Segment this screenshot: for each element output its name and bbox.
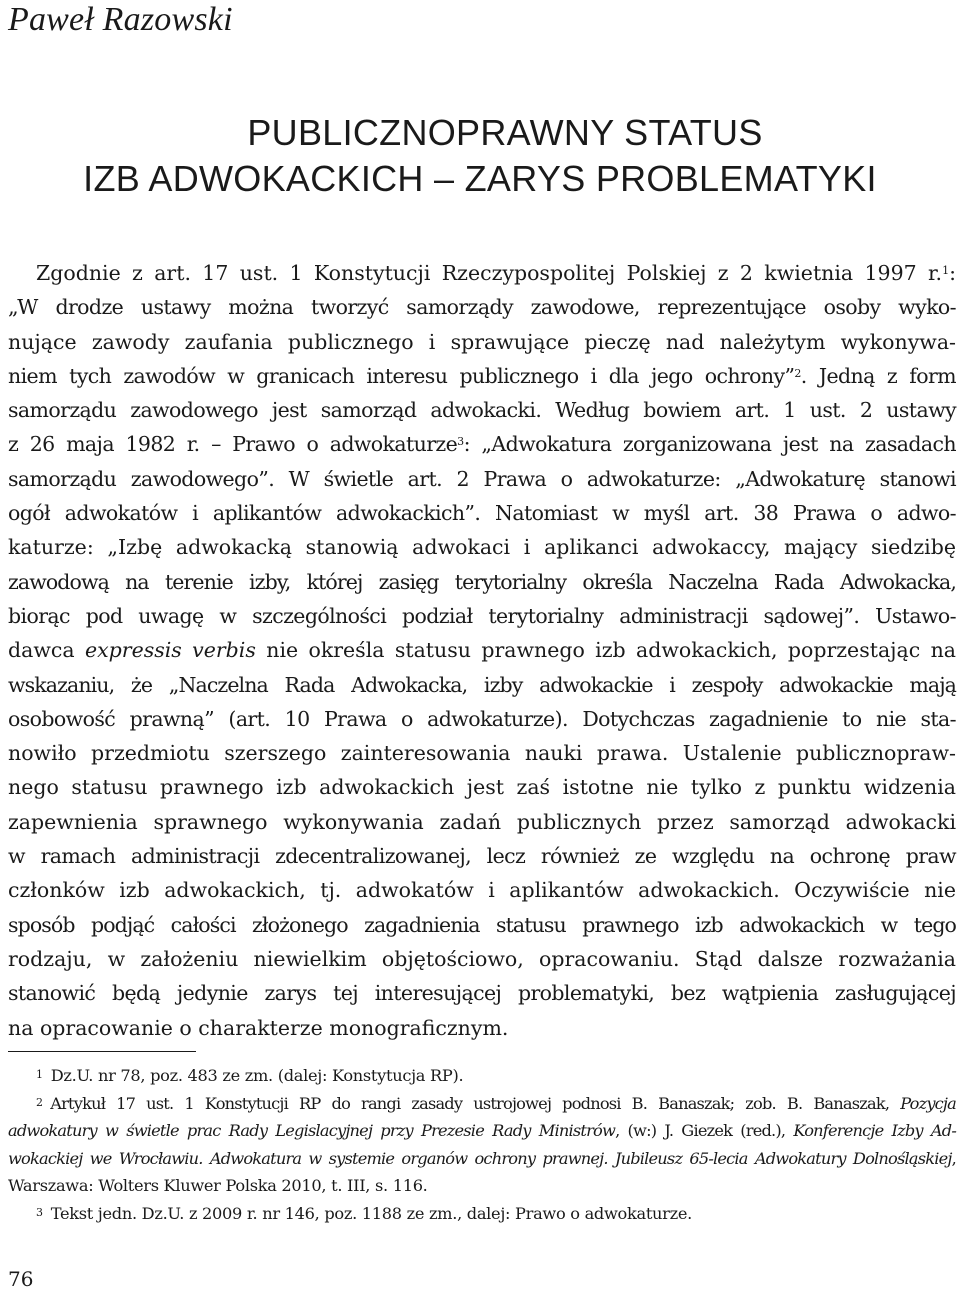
body-line: członków izb adwokackich, tj. adwokatów i aplikantów adwokackich. Oczywiście nie — [8, 878, 956, 903]
body-line: „W drodze ustawy można tworzyć samorządy zawodowe, reprezentujące osoby wyko- — [8, 295, 956, 320]
author-name: Paweł Razowski — [8, 1, 233, 38]
italic-phrase: expressis verbis — [84, 638, 256, 663]
body-line: rodzaju, w założeniu niewielkim objętościowo, opracowaniu. Stąd dalsze rozważania — [8, 946, 956, 971]
body-line: zawodową na terenie izby, której zasięg terytorialny określa Naczelna Rada Adwokacka, — [8, 569, 956, 594]
body-text-run: Zgodnie z art. 17 ust. 1 Konstytucji Rzeczypospolitej Polskiej z 2 kwietnia 1997 r. — [36, 261, 943, 285]
body-text-run: dawca — [8, 638, 85, 663]
body-text-run: : — [949, 261, 956, 285]
footnote-italic: Konferencje Izby Ad- — [793, 1121, 956, 1140]
article-title — [0, 110, 960, 202]
footnote-2-line — [8, 1117, 956, 1145]
body-paragraph — [8, 256, 956, 1045]
footnote-ref-3[interactable]: 3 — [457, 435, 464, 449]
body-line: biorąc pod uwagę w szczególności podział terytorialny administracji sądowej”. Ustawo- — [8, 603, 956, 628]
body-line — [8, 427, 956, 461]
footnote-italic: Pozycja — [900, 1093, 956, 1113]
footnotes — [8, 1062, 956, 1227]
body-text-run: . Jedną z form — [800, 363, 956, 388]
footnote-number: 1 — [36, 1068, 43, 1081]
body-line — [8, 359, 956, 393]
footnote-italic: adwokatury w świetle prac Rady Legislacyjnej przy Prezesie Rady Ministrów — [8, 1121, 616, 1140]
footnote-2-line — [8, 1145, 956, 1173]
footnote-ref-1[interactable]: 1 — [942, 264, 950, 277]
body-text-run: nie określa statusu prawnego izb adwokackich, poprzestając na — [255, 638, 957, 663]
footnote-text: Tekst jedn. Dz.U. z 2009 r. nr 146, poz. 1188 ze zm., dalej: Prawo o adwokaturze. — [50, 1203, 692, 1223]
footnote-3 — [8, 1200, 956, 1228]
footnote-ref-2[interactable]: 2 — [794, 366, 801, 380]
body-line: na opracowanie o charakterze monograficznym. — [8, 1015, 509, 1040]
body-line: sposób podjąć całości złożonego zagadnienia statusu prawnego izb adwokackich w tego — [8, 912, 956, 937]
body-text-run: : „Adwokatura zorganizowana jest na zasadach — [463, 432, 956, 457]
body-line: wskazaniu, że „Naczelna Rada Adwokacka, izby adwokackie i zespoły adwokackie mają — [8, 672, 956, 697]
body-line — [8, 633, 956, 667]
footnote-2-line: Warszawa: Wolters Kluwer Polska 2010, t. III, s. 116. — [8, 1176, 428, 1195]
title-line-2: IZB ADWOKACKICH – ZARYS PROBLEMATYKI — [83, 158, 877, 199]
body-line: osobowość prawną” (art. 10 Prawa o adwokaturze). Dotychczas zagadnienie to nie sta- — [8, 706, 956, 731]
footnote-number: 3 — [36, 1205, 43, 1219]
footnote-text: , (w:) J. Giezek (red.), — [615, 1121, 794, 1140]
body-line: samorządu zawodowego jest samorząd adwokacki. Według bowiem art. 1 ust. 2 ustawy — [8, 398, 956, 423]
title-line-1: PUBLICZNOPRAWNY STATUS — [247, 112, 763, 153]
footnote-italic: wokackiej we Wrocławiu. Adwokatura w systemie organów ochrony prawnej. Jubileusz 65-lecia Adwokatury Dolnośląskiej — [8, 1148, 952, 1168]
footnote-text: Artykuł 17 ust. 1 Konstytucji RP do rangi zasady ustrojowej podnosi B. Banaszak; zob. B. Banaszak, — [50, 1093, 901, 1113]
body-line: nujące zawody zaufania publicznego i sprawujące pieczę nad należytym wykonywa- — [8, 329, 956, 354]
footnote-number: 2 — [36, 1095, 43, 1109]
body-line: w ramach administracji zdecentralizowanej, lecz również ze względu na ochronę praw — [8, 844, 956, 869]
body-line: ogół adwokatów i aplikantów adwokackich”. Natomiast w myśl art. 38 Prawa o adwo- — [8, 501, 956, 526]
page-number: 76 — [8, 1267, 34, 1291]
body-line: nego statusu prawnego izb adwokackich jest zaś istotne nie tylko z punktu widzenia — [8, 775, 956, 800]
body-text-run: z 26 maja 1982 r. – Prawo o adwokaturze — [8, 432, 458, 457]
footnote-separator — [8, 1051, 196, 1052]
footnote-1 — [8, 1062, 956, 1090]
body-line — [8, 256, 956, 290]
footnote-2 — [8, 1090, 956, 1118]
footnote-text: Dz.U. nr 78, poz. 483 ze zm. (dalej: Konstytucja RP). — [50, 1066, 464, 1085]
body-line: samorządu zawodowego”. W świetle art. 2 Prawa o adwokaturze: „Adwokaturę stanowi — [8, 466, 956, 491]
body-line: nowiło przedmiotu szerszego zainteresowania nauki prawa. Ustalenie publicznopraw- — [8, 741, 956, 766]
body-line: katurze: „Izbę adwokacką stanowią adwokaci i aplikanci adwokaccy, mający siedzibę — [8, 535, 956, 560]
body-text-run: niem tych zawodów w granicach interesu publicznego i dla jego ochrony” — [8, 363, 795, 388]
footnote-text: , — [951, 1148, 956, 1168]
body-line: stanowić będą jedynie zarys tej interesującej problematyki, bez wątpienia zasługującej — [8, 981, 956, 1006]
body-line: zapewnienia sprawnego wykonywania zadań publicznych przez samorząd adwokacki — [8, 809, 956, 834]
